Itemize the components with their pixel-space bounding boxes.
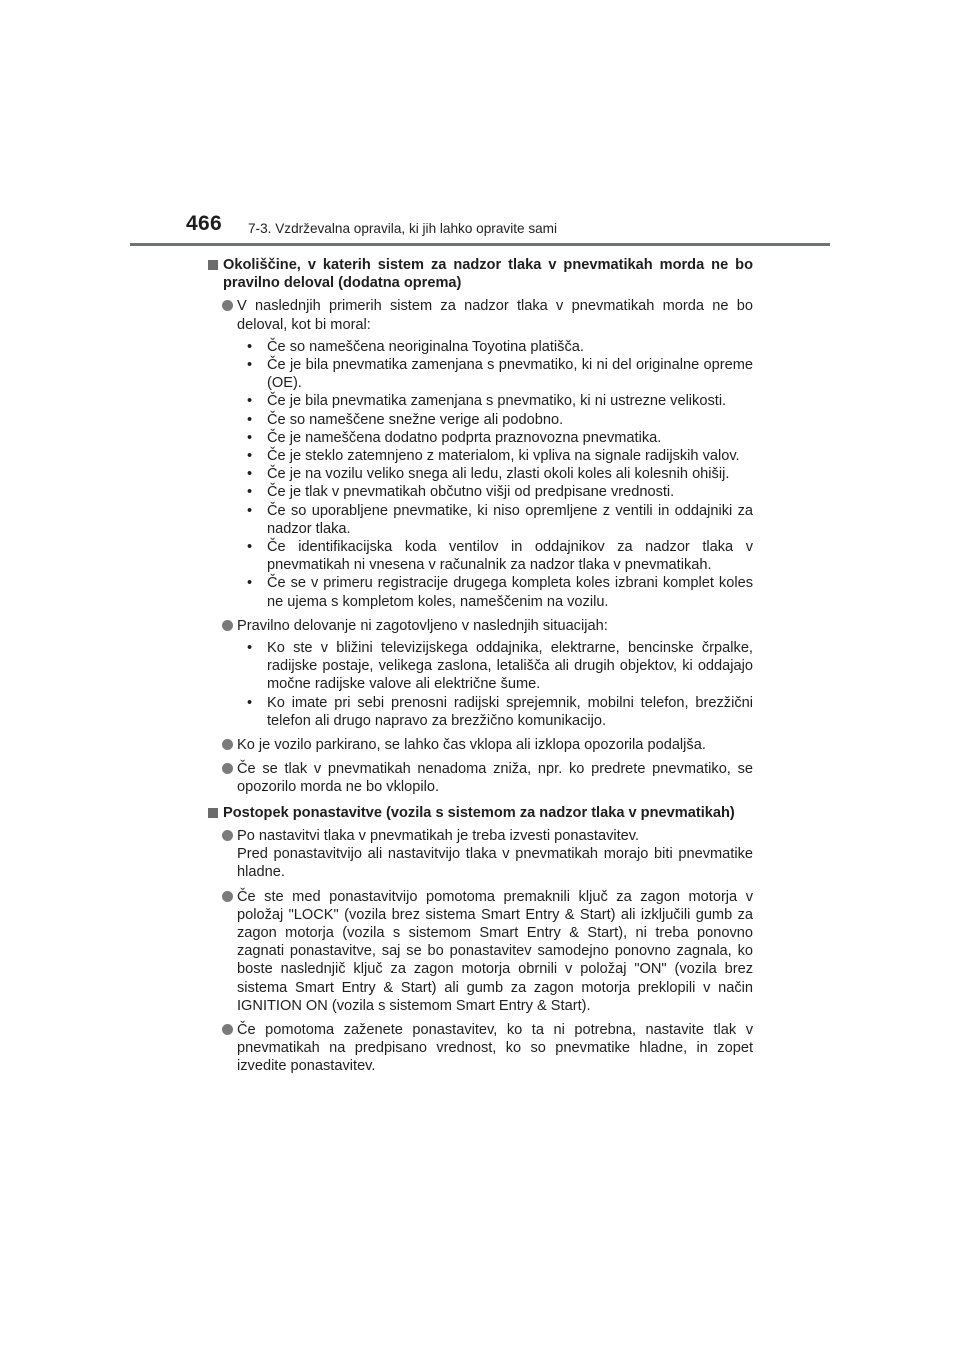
sub-list-item: • Če identifikacijska koda ventilov in oddajnikov za nadzor tlaka v pnevmatikah ni vnesena v računalnik za nadzor tlaka v pnevmatikah. bbox=[237, 538, 753, 574]
page-number: 466 bbox=[186, 212, 222, 235]
list-item: Če ste med ponastavitvijo pomotoma premaknili ključ za zagon motorja v položaj "LOCK" (vozila brez sistema Smart Entry & Start) ali izključili gumb za zagon motorja (vozila s sistemom Smart Entry & Start), ni treba ponovno zagnati ponastavitve, saj se bo ponastavitev samodejno ponovno zagnala, ko boste naslednjič ključ za zagon motorja obrnili v položaj "ON" (vozila brez sistema Smart Entry & Start) ali gumb za zagon motorja preklopili v način IGNITION ON (vozila s sistemom Smart Entry & Start). bbox=[208, 888, 753, 1015]
list-item: V naslednjih primerih sistem za nadzor tlaka v pnevmatikah morda ne bo deloval, kot bi moral: • Če so nameščena neoriginalna Toyotina platišča. • Če je bila pnevmatika zamenjana s pnevmatiko, ki ni del originalne opreme (OE). • Če je bila pnevmatika zamenjana s pnevmatiko, ki ni ustrezne velikosti. • Če so nameščene snežne verige ali podobno. • Če je nameščena dodatno podprta praznovozna pnevmatika. • Če je steklo zatemnjeno z materialom, ki vpliva na signale radijskih valov. • Če je na vozilu veliko snega ali ledu, zlasti okoli koles ali kolesnih ohišij. • Če je tlak v pnevmatikah občutno višji od predpisane vrednosti. • Če so uporabljene pnevmatike, ki niso opremljene z ventili in oddajniki za nadzor tlaka. • Če identifikacijska koda ventilov in oddajnikov za nadzor tlaka v pnevmatikah ni vnesena v računalnik za nadzor tlaka v pnevmatikah. • Če se v primeru registracije drugega kompleta koles izbrani komplet koles ne ujema s kompletom koles, nameščenim na vozilu. bbox=[208, 297, 753, 610]
section-heading: Okoliščine, v katerih sistem za nadzor tlaka v pnevmatikah morda ne bo pravilno deloval (dodatna oprema) bbox=[208, 256, 753, 292]
sub-list-item: • Če so nameščene snežne verige ali podobno. bbox=[237, 411, 753, 429]
sub-list-item: • Če je bila pnevmatika zamenjana s pnevmatiko, ki ni del originalne opreme (OE). bbox=[237, 356, 753, 392]
square-bullet-icon bbox=[208, 260, 218, 270]
sub-list-item: • Če je nameščena dodatno podprta praznovozna pnevmatika. bbox=[237, 429, 753, 447]
sub-list bbox=[237, 338, 753, 611]
sub-list-item: • Če se v primeru registracije drugega kompleta koles izbrani komplet koles ne ujema s kompletom koles, nameščenim na vozilu. bbox=[237, 574, 753, 610]
list-item: Ko je vozilo parkirano, se lahko čas vklopa ali izklopa opozorila podaljša. bbox=[208, 736, 753, 754]
circle-bullet-icon bbox=[222, 891, 233, 902]
circle-bullet-icon bbox=[222, 739, 233, 750]
circle-bullet-icon bbox=[222, 300, 233, 311]
sub-list-item: • Če je bila pnevmatika zamenjana s pnevmatiko, ki ni ustrezne velikosti. bbox=[237, 392, 753, 410]
header-divider bbox=[130, 243, 830, 246]
sub-list-item: • Ko imate pri sebi prenosni radijski sprejemnik, mobilni telefon, brezžični telefon ali drugo napravo za brezžično komunikacijo. bbox=[237, 694, 753, 730]
list-item: Po nastavitvi tlaka v pnevmatikah je treba izvesti ponastavitev. Pred ponastavitvijo ali nastavitvijo tlaka v pnevmatikah morajo biti pnevmatike hladne. bbox=[208, 827, 753, 882]
circle-bullet-icon bbox=[222, 1024, 233, 1035]
sub-list-item: • Ko ste v bližini televizijskega oddajnika, elektrarne, bencinske črpalke, radijske postaje, velikega zaslona, letališča ali drugih objektov, ki oddajajo močne radijske valove ali električne šume. bbox=[237, 639, 753, 694]
section-heading: Postopek ponastavitve (vozila s sistemom za nadzor tlaka v pnevmatikah) bbox=[208, 804, 753, 822]
square-bullet-icon bbox=[208, 808, 218, 818]
circle-bullet-icon bbox=[222, 830, 233, 841]
circle-bullet-icon bbox=[222, 763, 233, 774]
sub-list-item: • Če je na vozilu veliko snega ali ledu, zlasti okoli koles ali kolesnih ohišij. bbox=[237, 465, 753, 483]
page-header bbox=[186, 212, 826, 242]
sub-list-item: • Če so uporabljene pnevmatike, ki niso opremljene z ventili in oddajniki za nadzor tlaka. bbox=[237, 502, 753, 538]
page-content bbox=[208, 256, 753, 1082]
chapter-title: 7-3. Vzdrževalna opravila, ki jih lahko opravite sami bbox=[248, 221, 558, 236]
sub-list bbox=[237, 639, 753, 730]
list-item: Če pomotoma zaženete ponastavitev, ko ta ni potrebna, nastavite tlak v pnevmatikah na predpisano vrednost, ko so pnevmatike hladne, in zopet izvedite ponastavitev. bbox=[208, 1021, 753, 1076]
circle-bullet-icon bbox=[222, 620, 233, 631]
sub-list-item: • Če so nameščena neoriginalna Toyotina platišča. bbox=[237, 338, 753, 356]
sub-list-item: • Če je steklo zatemnjeno z materialom, ki vpliva na signale radijskih valov. bbox=[237, 447, 753, 465]
list-item: Če se tlak v pnevmatikah nenadoma zniža, npr. ko predrete pnevmatiko, se opozorilo morda ne bo vklopilo. bbox=[208, 760, 753, 796]
sub-list-item: • Če je tlak v pnevmatikah občutno višji od predpisane vrednosti. bbox=[237, 483, 753, 501]
list-item: Pravilno delovanje ni zagotovljeno v naslednjih situacijah: • Ko ste v bližini televizijskega oddajnika, elektrarne, bencinske črpalke, radijske postaje, velikega zaslona, letališča ali drugih objektov, ki oddajajo močne radijske valove ali električne šume. • Ko imate pri sebi prenosni radijski sprejemnik, mobilni telefon, brezžični telefon ali drugo napravo za brezžično komunikacijo. bbox=[208, 617, 753, 730]
